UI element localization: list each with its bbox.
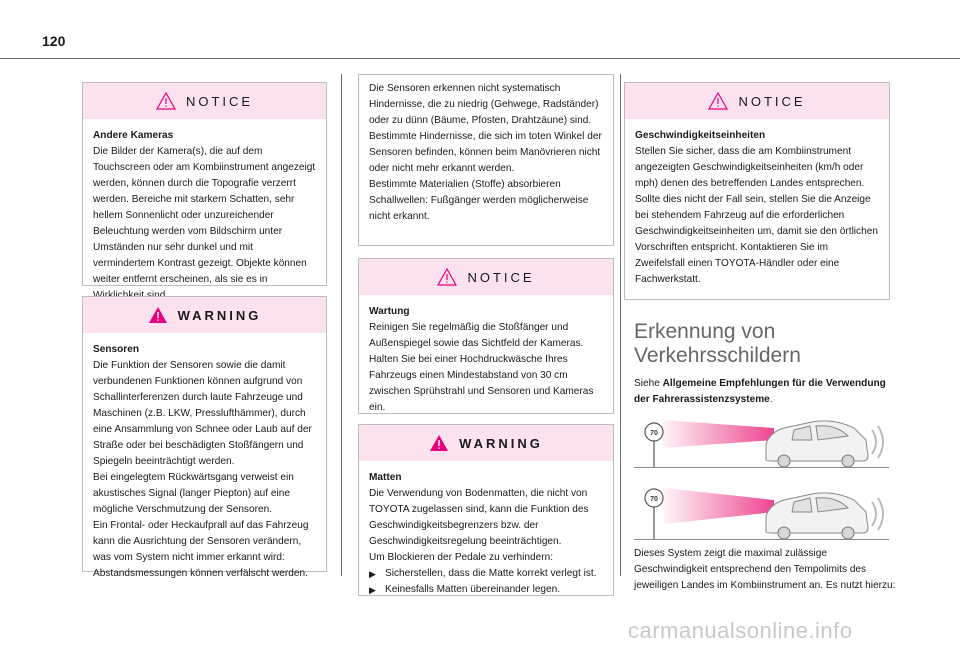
section-title: Erkennung von Verkehrsschildern: [634, 320, 801, 367]
motion-lines: [872, 426, 883, 458]
warning-header: [83, 297, 326, 333]
continued-warning-box: [358, 74, 614, 246]
warning-header: [359, 425, 613, 461]
car-wheel: [778, 527, 790, 539]
notice-header: [83, 83, 326, 119]
camera-beam: [664, 488, 774, 524]
warning-paragraph-1: Die Funktion der Sensoren sowie die damit verbundenen Funktionen können aufgrund von Schallinterferenzen durch laute Fahrzeuge und Maschinen (z.B. LKW, Presslufthämmer), durch eine Ansammlung von Schnee oder Laub auf der Straße oder bei beschädigten Stoßfängern und Spiegeln beeinträchtigt werden.: [93, 360, 312, 467]
illustration-graphic: [634, 406, 889, 468]
warning-lead: Matten: [369, 472, 402, 483]
warning-paragraph-2: Um Blockieren der Pedale zu verhindern:: [369, 552, 554, 563]
see-reference: [634, 376, 894, 408]
notice-box-maintenance: [358, 258, 614, 414]
warning-box-sensors: [82, 296, 327, 579]
notice-paragraph-2: Sollte dies nicht der Fall sein, stellen Sie die Anzeige bei stehendem Fahrzeug auf die erforderlichen Geschwindigkeitseinheiten um, damit sie den örtlichen Vorschriften entspricht. Kontaktieren Sie im Zweifelsfall einen TOYOTA-Händler oder eine Fachwerkstatt.: [635, 194, 878, 285]
watermark: carmanualsonline.info: [628, 618, 853, 643]
illustration-sign-detection-2: [634, 478, 889, 540]
warning-title: WARNING: [459, 435, 543, 451]
see-suffix: .: [769, 394, 773, 405]
notice-box-speed-units: [624, 82, 890, 300]
notice-box-cameras: [82, 82, 327, 286]
page-number: 120: [42, 33, 66, 49]
notice-lead: Wartung: [369, 306, 410, 317]
warning-paragraph-2: Bei eingelegtem Rückwärtsgang verweist ein akustisches Signal (langer Piepton) auf eine mögliche Verschmutzung der Sensoren.: [93, 472, 294, 515]
notice-title: NOTICE: [467, 269, 535, 285]
car-wheel: [842, 455, 854, 467]
continued-paragraph-3: Bestimmte Materialien (Stoffe) absorbieren Schallwellen: Fußgänger werden möglicherweise nicht erkannt.: [369, 179, 589, 222]
notice-header: [359, 259, 613, 295]
see-link-text: Allgemeine Empfehlungen für die Verwendung der Fahrerassistenzsysteme: [634, 378, 886, 405]
notice-text: Die Bilder der Kamera(s), die auf dem Touchscreen oder am Kombiinstrument angezeigt werden, können durch die Topografie verzerrt werden. Bereiche mit starkem Schatten, sehr hellem Sonnenlicht oder unzureichender Beleuchtung werden vom Bildschirm unter Umständen nur sehr dunkel und mit vermindertem Kontrast gezeigt. Objekte können weiter entfernt erscheinen, als sie es in: [93, 146, 316, 285]
notice-lead: Geschwindigkeitseinheiten: [635, 130, 766, 141]
column-divider-right: [620, 74, 621, 576]
notice-title: NOTICE: [738, 93, 806, 109]
body-text: Dieses System zeigt die maximal zulässige Geschwindigkeit entsprechend den Tempolimits des jeweiligen Landes im Kombiinstrument an. Es nutzt hierzu:: [634, 548, 896, 591]
motion-lines: [872, 498, 883, 530]
see-prefix: Siehe: [634, 378, 663, 389]
notice-paragraph-1: Stellen Sie sicher, dass die am Kombiinstrument angezeigten Geschwindigkeitseinheiten (km/h oder mph) denen des betreffenden Landes entsprechen.: [635, 146, 865, 189]
warning-triangle-outline-icon: [156, 92, 176, 110]
warning-lead: Sensoren: [93, 344, 139, 355]
bullet-item: ▶ Keinesfalls Matten übereinander legen.: [369, 582, 603, 598]
warning-triangle-filled-icon: [148, 306, 168, 324]
warning-triangle-outline-icon: [708, 92, 728, 110]
bullet-item: ▶ Sicherstellen, dass die Matte korrekt verlegt ist.: [369, 566, 603, 582]
notice-lead: Andere Kameras: [93, 130, 174, 141]
continued-paragraph-1: Die Sensoren erkennen nicht systematisch Hindernisse, die zu niedrig (Gehwege, Radständer) oder zu dünn (Bäume, Pfosten, Drahtzäune) sind.: [369, 83, 599, 126]
camera-beam: [662, 420, 774, 448]
notice-text: Reinigen Sie regelmäßig die Stoßfänger und Außenspiegel sowie das Sichtfeld der Kameras. Halten Sie bei einer Hochdruckwäsche Ihres Fahrzeugs einen Mindestabstand von 30 cm zwischen Sprühstrahl und Sensoren und Kameras ein.: [369, 322, 594, 413]
car-wheel: [778, 455, 790, 467]
notice-title: NOTICE: [185, 93, 254, 109]
continued-paragraph-2: Bestimmte Hindernisse, die sich im toten Winkel der Sensoren befinden, können beim Manövrieren nicht oder nicht mehr erkannt werden.: [369, 131, 602, 174]
illustration-sign-detection-1: [634, 406, 889, 468]
top-rule: [0, 58, 960, 59]
ground-line: [634, 467, 889, 468]
warning-box-mats: [358, 424, 614, 596]
illustration-graphic: [634, 478, 889, 540]
column-divider-left: [341, 74, 342, 576]
ground-line: [634, 539, 889, 540]
warning-paragraph-1: Die Verwendung von Bodenmatten, die nicht von TOYOTA zugelassen sind, kann die Funktion des Geschwindigkeitsbegrenzers bzw. der Geschwindigkeitsregelung beeinträchtigen.: [369, 488, 589, 547]
car-wheel: [842, 527, 854, 539]
warning-triangle-outline-icon: [437, 268, 457, 286]
warning-triangle-filled-icon: [429, 434, 449, 452]
warning-paragraph-3: Ein Frontal- oder Heckaufprall auf das Fahrzeug kann die Ausrichtung der Sensoren verändern, was vom System nicht immer erkannt wird: Abstandsmessungen können verfälscht werden.: [93, 520, 309, 579]
car-icon: [766, 421, 868, 461]
car-icon: [766, 493, 868, 533]
speed-sign-value: 70: [650, 430, 658, 437]
warning-bullet-list: [369, 566, 603, 598]
speed-sign-value: 70: [650, 496, 658, 503]
warning-title: WARNING: [177, 307, 262, 323]
notice-header: [625, 83, 889, 119]
